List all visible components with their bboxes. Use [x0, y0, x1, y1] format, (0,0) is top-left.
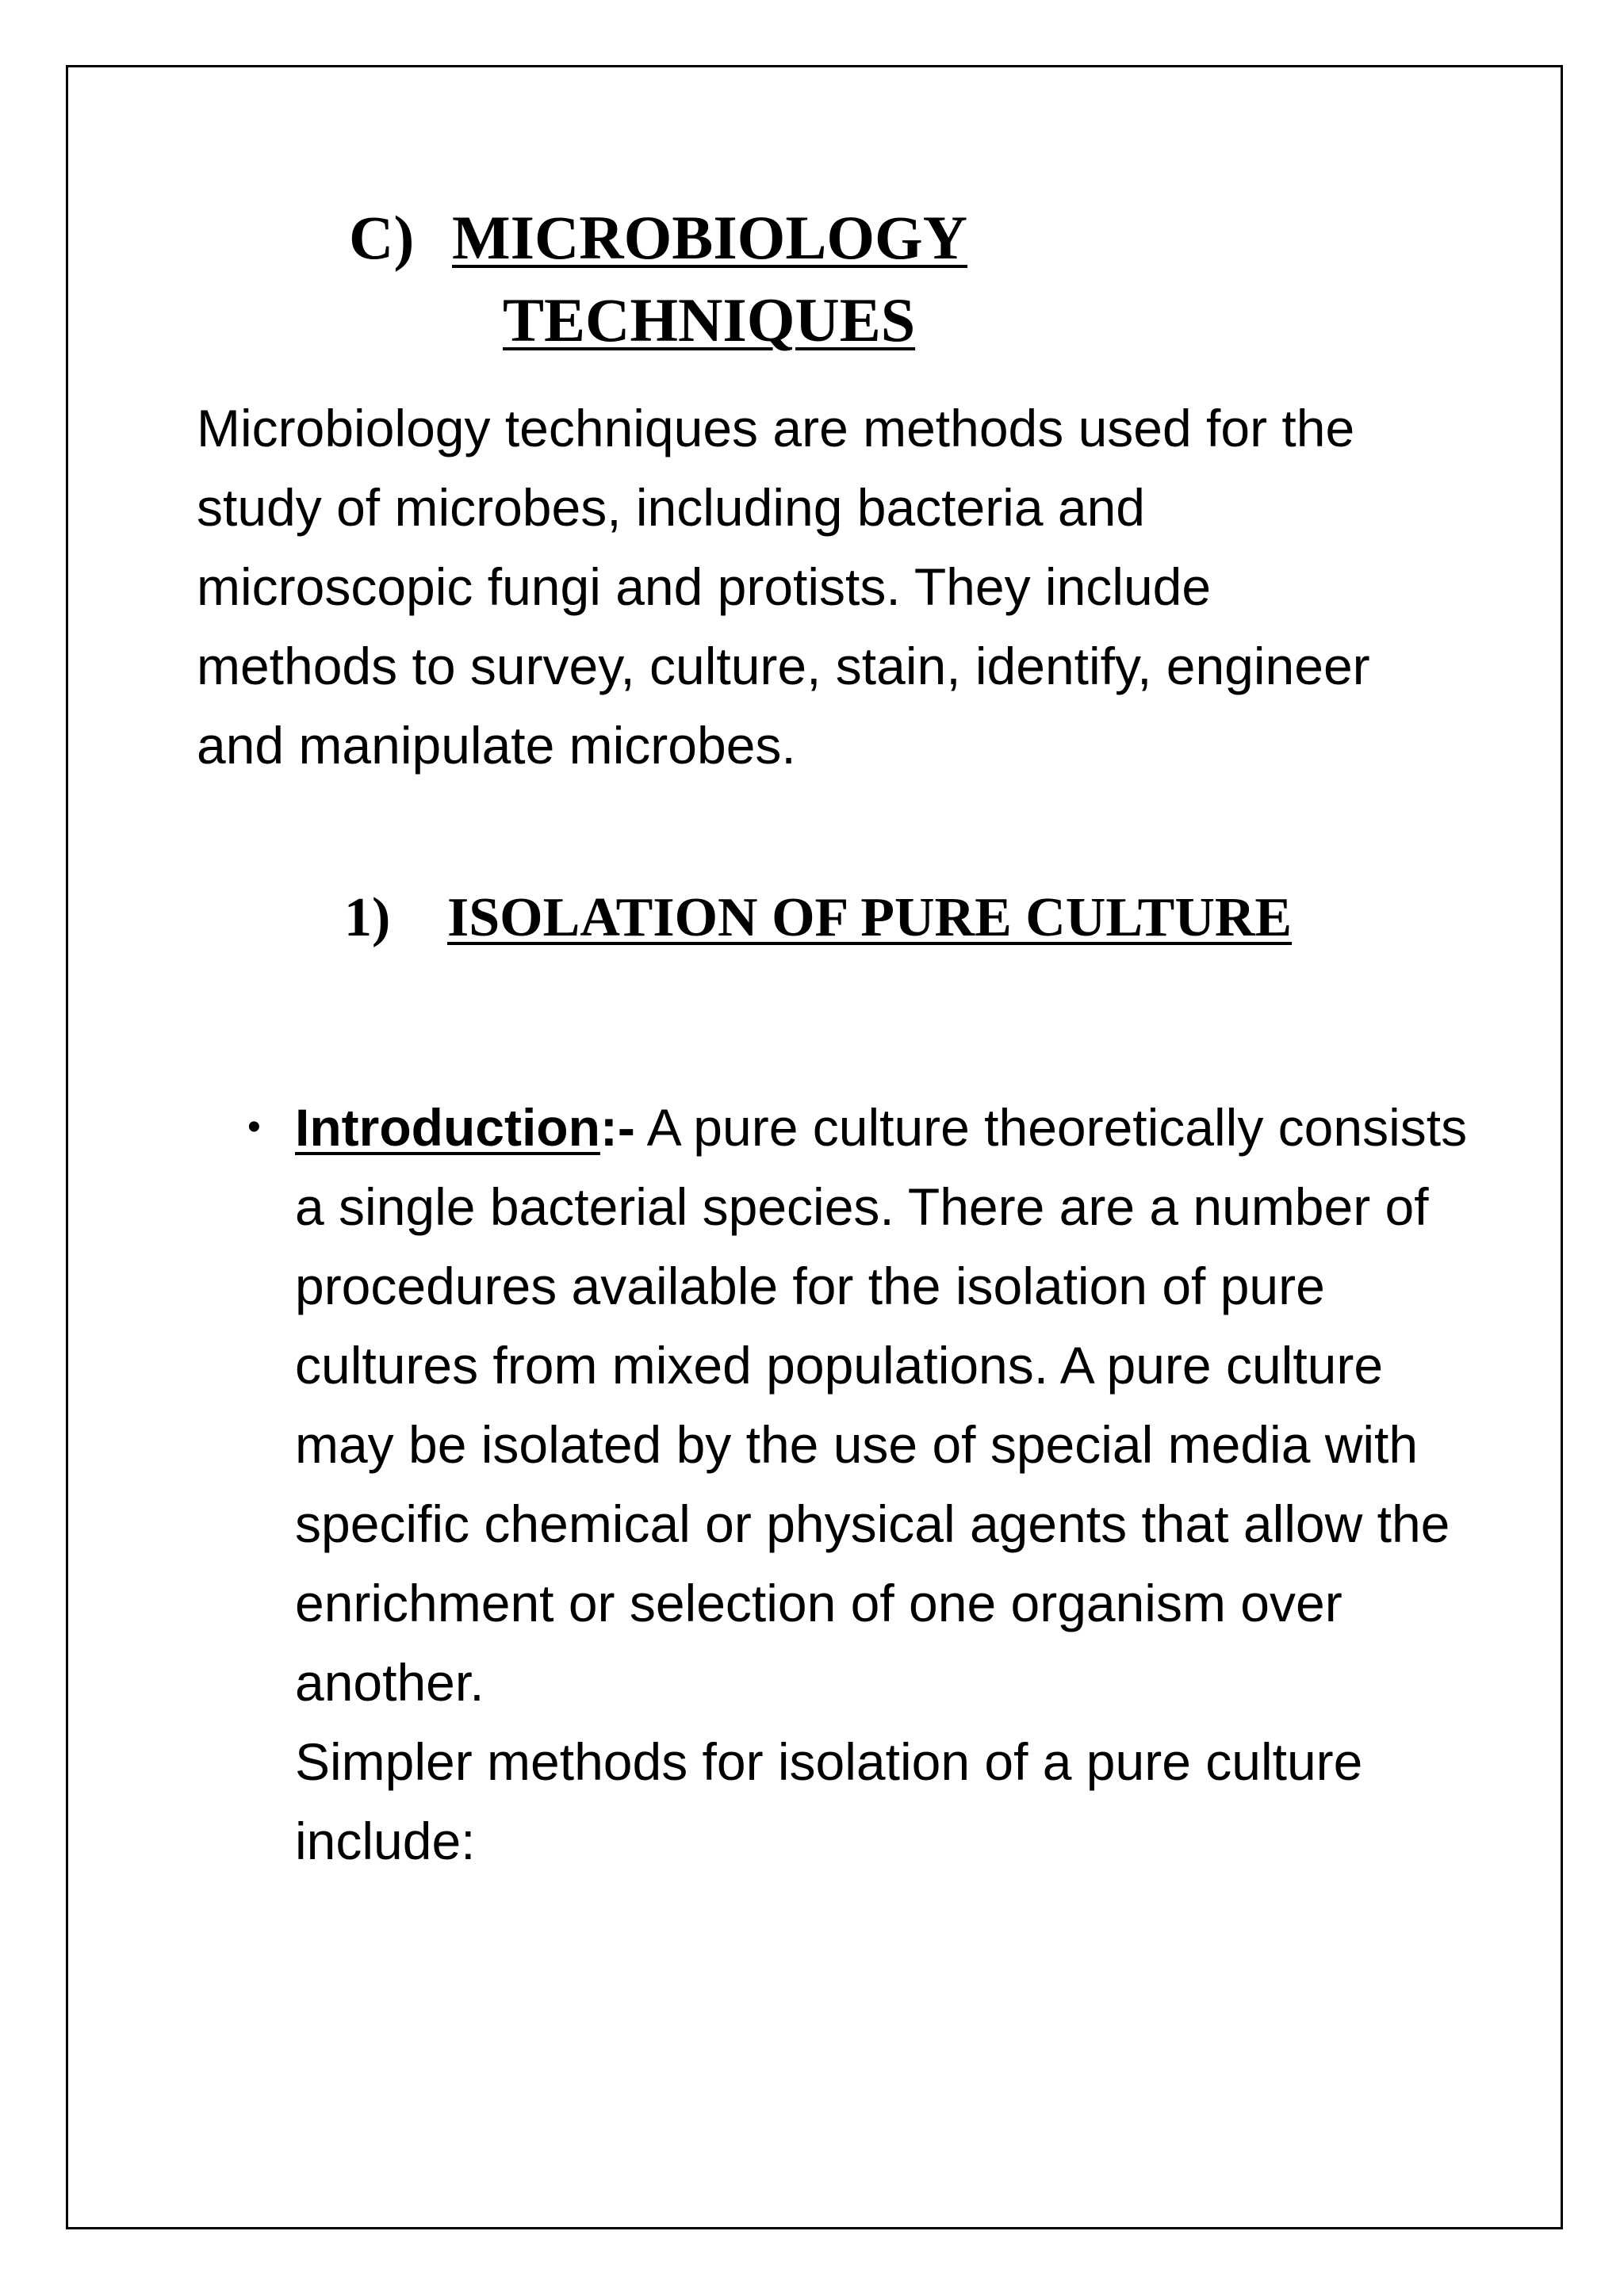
intro-paragraph: Microbiology techniques are methods used for the study of microbes, including bacteria and microscopic fungi and protists. They include methods to survey, culture, stain, identify, engineer and manipulate microbes. — [197, 399, 1370, 775]
title-text-line-1: MICROBIOLOGY — [452, 203, 968, 272]
bullet-followup: Simpler methods for isolation of a pure culture include: — [295, 1732, 1363, 1870]
title-line-2 — [349, 279, 967, 362]
title-letter: C) — [349, 203, 415, 272]
bullet-label-suffix: :- — [599, 1098, 635, 1157]
bullet-label: Introduction — [295, 1098, 600, 1157]
title-text-line-2: TECHNIQUES — [503, 285, 916, 354]
bullet-icon: • — [247, 1106, 261, 1148]
title-line-1 — [349, 197, 967, 279]
section-title: ISOLATION OF PURE CULTURE — [447, 887, 1293, 948]
bullet-text: A pure culture theoretically consists a single bacterial species. There are a number of procedures available for the isolation of pure cultures from mixed populations. A pure culture may be isolated by the use of special media with specific chemical or physical agents that allow the enrichment or selection of one organism over another. — [295, 1098, 1468, 1712]
bullet-item — [247, 1088, 1484, 1881]
section-heading — [344, 878, 1292, 958]
bullet-content — [295, 1088, 1484, 1881]
section-number: 1) — [344, 887, 391, 948]
bullet-paragraph — [295, 1088, 1484, 1722]
page-title — [349, 197, 967, 362]
